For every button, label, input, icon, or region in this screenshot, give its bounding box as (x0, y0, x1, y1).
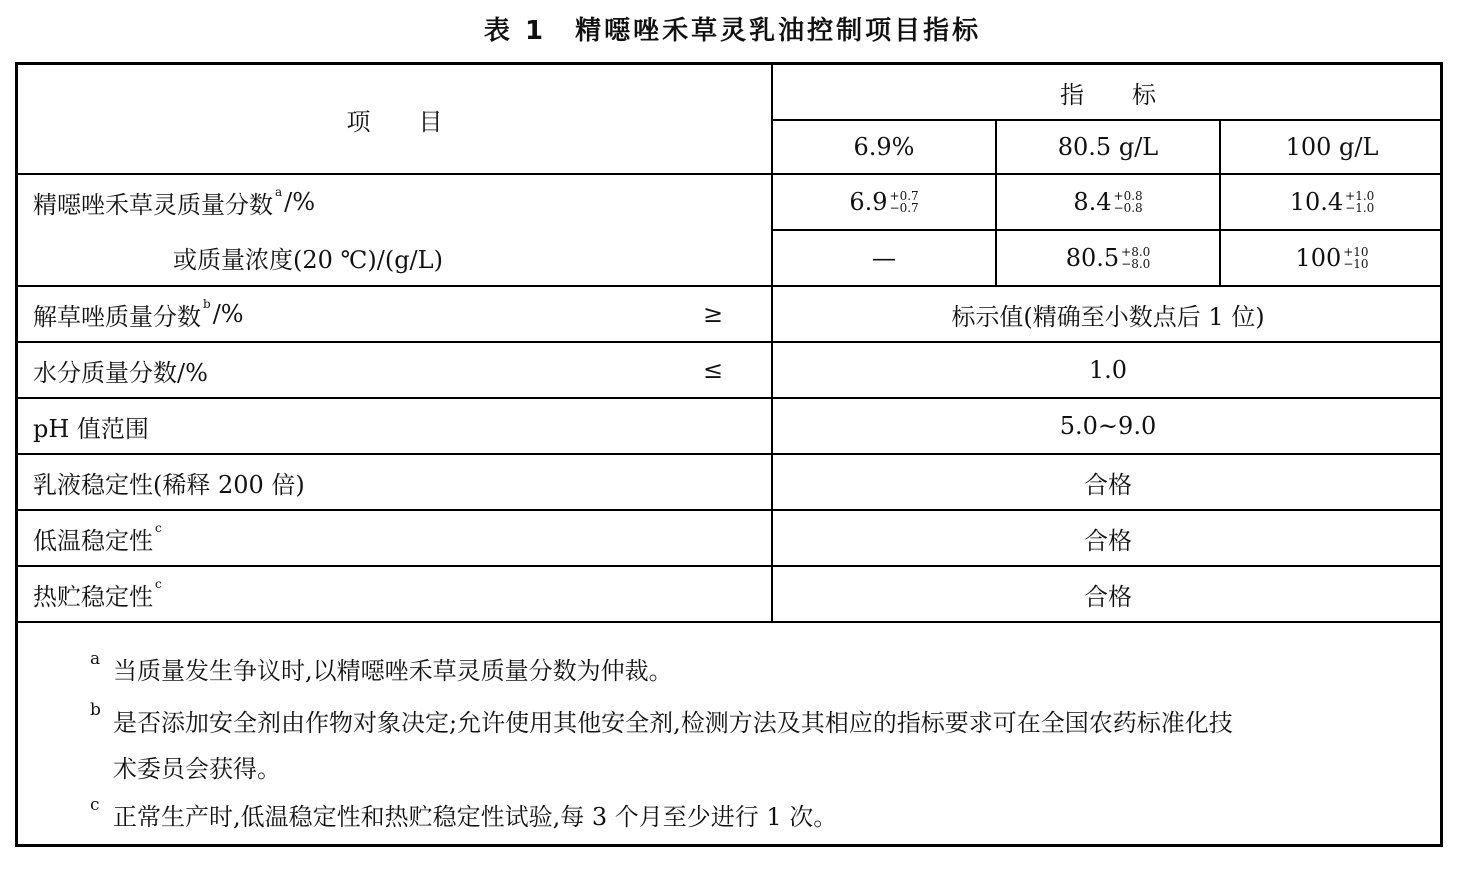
value-cell (1221, 175, 1443, 229)
header-item (18, 65, 771, 173)
value-base: 80.5 (1065, 244, 1120, 272)
label-text: 解草唑质量分数 (33, 302, 201, 331)
footnote-ref: b (203, 297, 211, 311)
footnote-ref: c (155, 521, 162, 535)
label-text: 或质量浓度(20 ℃)/(g/L) (173, 245, 443, 274)
value-base: 8.4 (1073, 188, 1112, 216)
footnote-b-line2: 术委员会获得。 (113, 755, 281, 783)
footnote-mark: c (90, 795, 100, 815)
value-cell (997, 231, 1219, 285)
value-cell (997, 175, 1219, 229)
label-text: 水分质量分数/% (33, 358, 208, 387)
footnote-ref: c (155, 577, 162, 591)
value-text: 合格 (1084, 470, 1132, 499)
column-header-label: 6.9% (853, 133, 915, 161)
tolerance: +1.0 −1.0 (1345, 189, 1375, 215)
value-cell (773, 287, 1443, 341)
row-label-low-temp (33, 511, 763, 565)
row-label-content (33, 175, 763, 229)
footnote-mark: b (90, 700, 101, 720)
tolerance: +8.0 −8.0 (1121, 245, 1151, 271)
footnote-ref: a (275, 185, 283, 199)
label-text: 乳液稳定性(稀释 200 倍) (33, 470, 305, 499)
value-text: 5.0~9.0 (1059, 412, 1157, 440)
column-header-label: 80.5 g/L (1057, 133, 1159, 161)
label-text: 热贮稳定性 (33, 582, 153, 611)
footnote-b-line1: 是否添加安全剂由作物对象决定;允许使用其他安全剂,检测方法及其相应的指标要求可在全国农药标准化技 (113, 709, 1233, 737)
value-cell (773, 399, 1443, 453)
operator-cell (688, 343, 738, 397)
label-unit: /% (212, 300, 244, 328)
value-base: 100 (1295, 244, 1342, 272)
label-text: pH 值范围 (33, 414, 149, 443)
value-text: 合格 (1084, 582, 1132, 611)
row-label-heat-storage (33, 567, 763, 621)
value-cell (773, 567, 1443, 621)
value-text: 1.0 (1088, 356, 1128, 384)
value-base: 6.9 (849, 188, 888, 216)
value-dash: — (872, 244, 896, 272)
operator-symbol: ≥ (702, 300, 724, 328)
footnote-a: 当质量发生争议时,以精噁唑禾草灵质量分数为仲裁。 (113, 657, 673, 685)
value-cell (773, 175, 995, 229)
value-cell (773, 455, 1443, 509)
value-base: 10.4 (1289, 188, 1344, 216)
footnote-c: 正常生产时,低温稳定性和热贮稳定性试验,每 3 个月至少进行 1 次。 (113, 803, 838, 831)
value-cell (773, 231, 995, 285)
column-header (1221, 121, 1443, 173)
header-indicator (773, 65, 1443, 119)
value-cell (773, 511, 1443, 565)
value-text: 标示值(精确至小数点后 1 位) (951, 302, 1265, 331)
header-item-label: 项 目 (346, 107, 443, 136)
label-text: 低温稳定性 (33, 526, 153, 555)
tolerance: +0.8 −0.8 (1113, 189, 1143, 215)
row-label-concentration (173, 229, 763, 285)
column-header-label: 100 g/L (1285, 133, 1379, 161)
label-text: 精噁唑禾草灵质量分数 (33, 190, 273, 219)
row-label-safener (33, 287, 693, 341)
row-label-ph (33, 399, 763, 453)
tolerance: +0.7 −0.7 (889, 189, 919, 215)
table-title: 表 1 精噁唑禾草灵乳油控制项目指标 (483, 16, 982, 46)
column-header (997, 121, 1219, 173)
operator-cell (688, 287, 738, 341)
value-text: 合格 (1084, 526, 1132, 555)
label-unit: /% (284, 188, 316, 216)
column-header (773, 121, 995, 173)
row-label-emulsion (33, 455, 763, 509)
tolerance: +10 −10 (1343, 245, 1369, 271)
row-label-water (33, 343, 693, 397)
header-indicator-label: 指 标 (1060, 80, 1156, 109)
operator-symbol: ≤ (702, 356, 724, 384)
value-cell (773, 343, 1443, 397)
value-cell (1221, 231, 1443, 285)
footnote-mark: a (90, 649, 101, 669)
spec-table (15, 62, 1443, 847)
grid-line (18, 621, 1443, 623)
